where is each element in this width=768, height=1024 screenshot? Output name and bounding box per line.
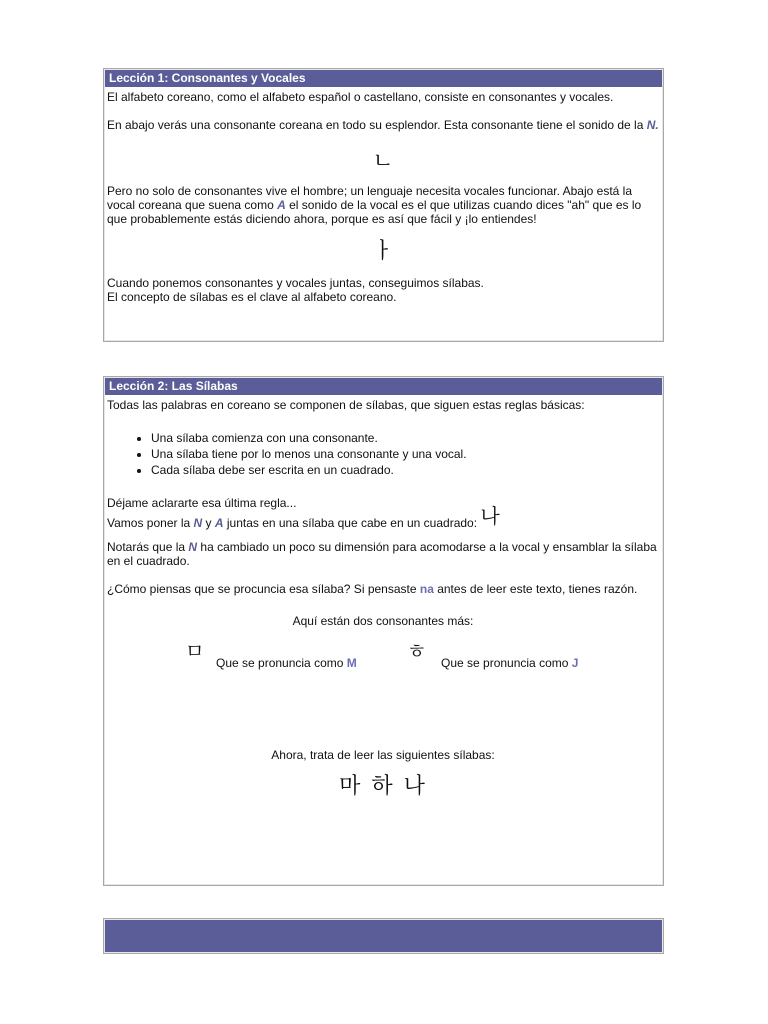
- korean-char-n: ㄴ: [372, 149, 394, 174]
- lesson1-vowel-text-a: Pero no solo de consonantes vive el hombre; un lenguaje necesita vocales funcionar. Abajo está la vocal coreana que suena como: [107, 184, 633, 212]
- lesson2-title: Lección 2: Las Sílabas: [105, 378, 662, 395]
- question-text-b: antes de leer este texto, tienes razón.: [433, 582, 638, 596]
- combine-text-b: juntas en una sílaba que cabe en un cuadrado:: [223, 516, 481, 530]
- letter-n: N: [188, 540, 198, 554]
- lesson2-body: [104, 396, 663, 801]
- korean-char-a: ㅏ: [372, 239, 394, 264]
- syllable-na: 나: [480, 504, 500, 528]
- rule-item: • Cada sílaba debe ser escrita en un cuadrado.: [151, 463, 659, 477]
- rule-item: • Una sílaba tiene por lo menos una consonante y una vocal.: [151, 447, 659, 461]
- lesson1-box: [103, 68, 664, 342]
- lesson1-body: [104, 88, 663, 304]
- practice-syllables: 마 하 나: [339, 774, 427, 799]
- consonant-m-text: [216, 656, 357, 670]
- lesson2-box: [103, 376, 664, 886]
- letter-n: N: [193, 516, 203, 530]
- combine-text-y: y: [202, 516, 215, 530]
- rules-list: [107, 431, 659, 477]
- consonant-j-text-a: Que se pronuncia como: [441, 656, 572, 670]
- letter-j: J: [571, 656, 579, 670]
- syllable-na-romanized: na: [419, 582, 434, 596]
- lesson1-vowel-text: [107, 184, 659, 226]
- notice-text: [107, 540, 659, 568]
- notice-text-b: ha cambiado un poco su dimensión para acomodarse a la vocal y ensamblar la sílaba en el cuadrado.: [107, 540, 657, 568]
- combine-text-a: Vamos poner la: [107, 516, 194, 530]
- consonant-examples: [107, 639, 659, 684]
- consonant-m-text-a: Que se pronuncia como: [216, 656, 347, 670]
- lesson1-consonant-text: [107, 118, 659, 132]
- lesson1-syllables-line1: Cuando ponemos consonantes y vocales juntas, conseguimos sílabas.: [107, 276, 484, 290]
- lesson1-vowel-text-b: el sonido de la vocal es el que utilizas cuando dices "ah" que es lo que probablemente estás diciendo ahora, porque es así que fácil y ¡lo entiendes!: [107, 198, 642, 226]
- combine-text: [107, 504, 659, 530]
- korean-char-h: ㅎ: [407, 639, 427, 663]
- try-text: Ahora, trata de leer las siguientes sílabas:: [271, 748, 495, 762]
- rule-item: • Una sílaba comienza con una consonante.: [151, 431, 659, 445]
- korean-char-m: ㅁ: [185, 639, 205, 663]
- letter-n: N.: [646, 118, 659, 132]
- notice-text-a: Notarás que la: [107, 540, 189, 554]
- lesson2-intro: Todas las palabras en coreano se componen de sílabas, que siguen estas reglas básicas:: [107, 398, 585, 412]
- letter-a: A: [214, 516, 224, 530]
- lesson1-consonant-text-a: En abajo verás una consonante coreana en todo su esplendor. Esta consonante tiene el sonido de la: [107, 118, 647, 132]
- question-text-a: ¿Cómo piensas que se procuncia esa sílaba? Si pensaste: [107, 582, 420, 596]
- lesson1-title: Lección 1: Consonantes y Vocales: [105, 70, 662, 87]
- letter-a: A: [277, 198, 286, 212]
- letter-m: M: [346, 656, 357, 670]
- lesson1-syllables-line2: El concepto de sílabas es el clave al alfabeto coreano.: [107, 290, 397, 304]
- lesson1-intro: El alfabeto coreano, como el alfabeto español o castellano, consiste en consonantes y vocales.: [107, 90, 614, 104]
- lesson3-box: [103, 918, 664, 954]
- lesson3-header-bar: [105, 920, 662, 952]
- question-text: [107, 582, 659, 596]
- consonant-j-text: [441, 656, 578, 670]
- clarify-text: Déjame aclararte esa última regla...: [107, 496, 297, 510]
- more-consonants-text: Aquí están dos consonantes más:: [292, 614, 474, 628]
